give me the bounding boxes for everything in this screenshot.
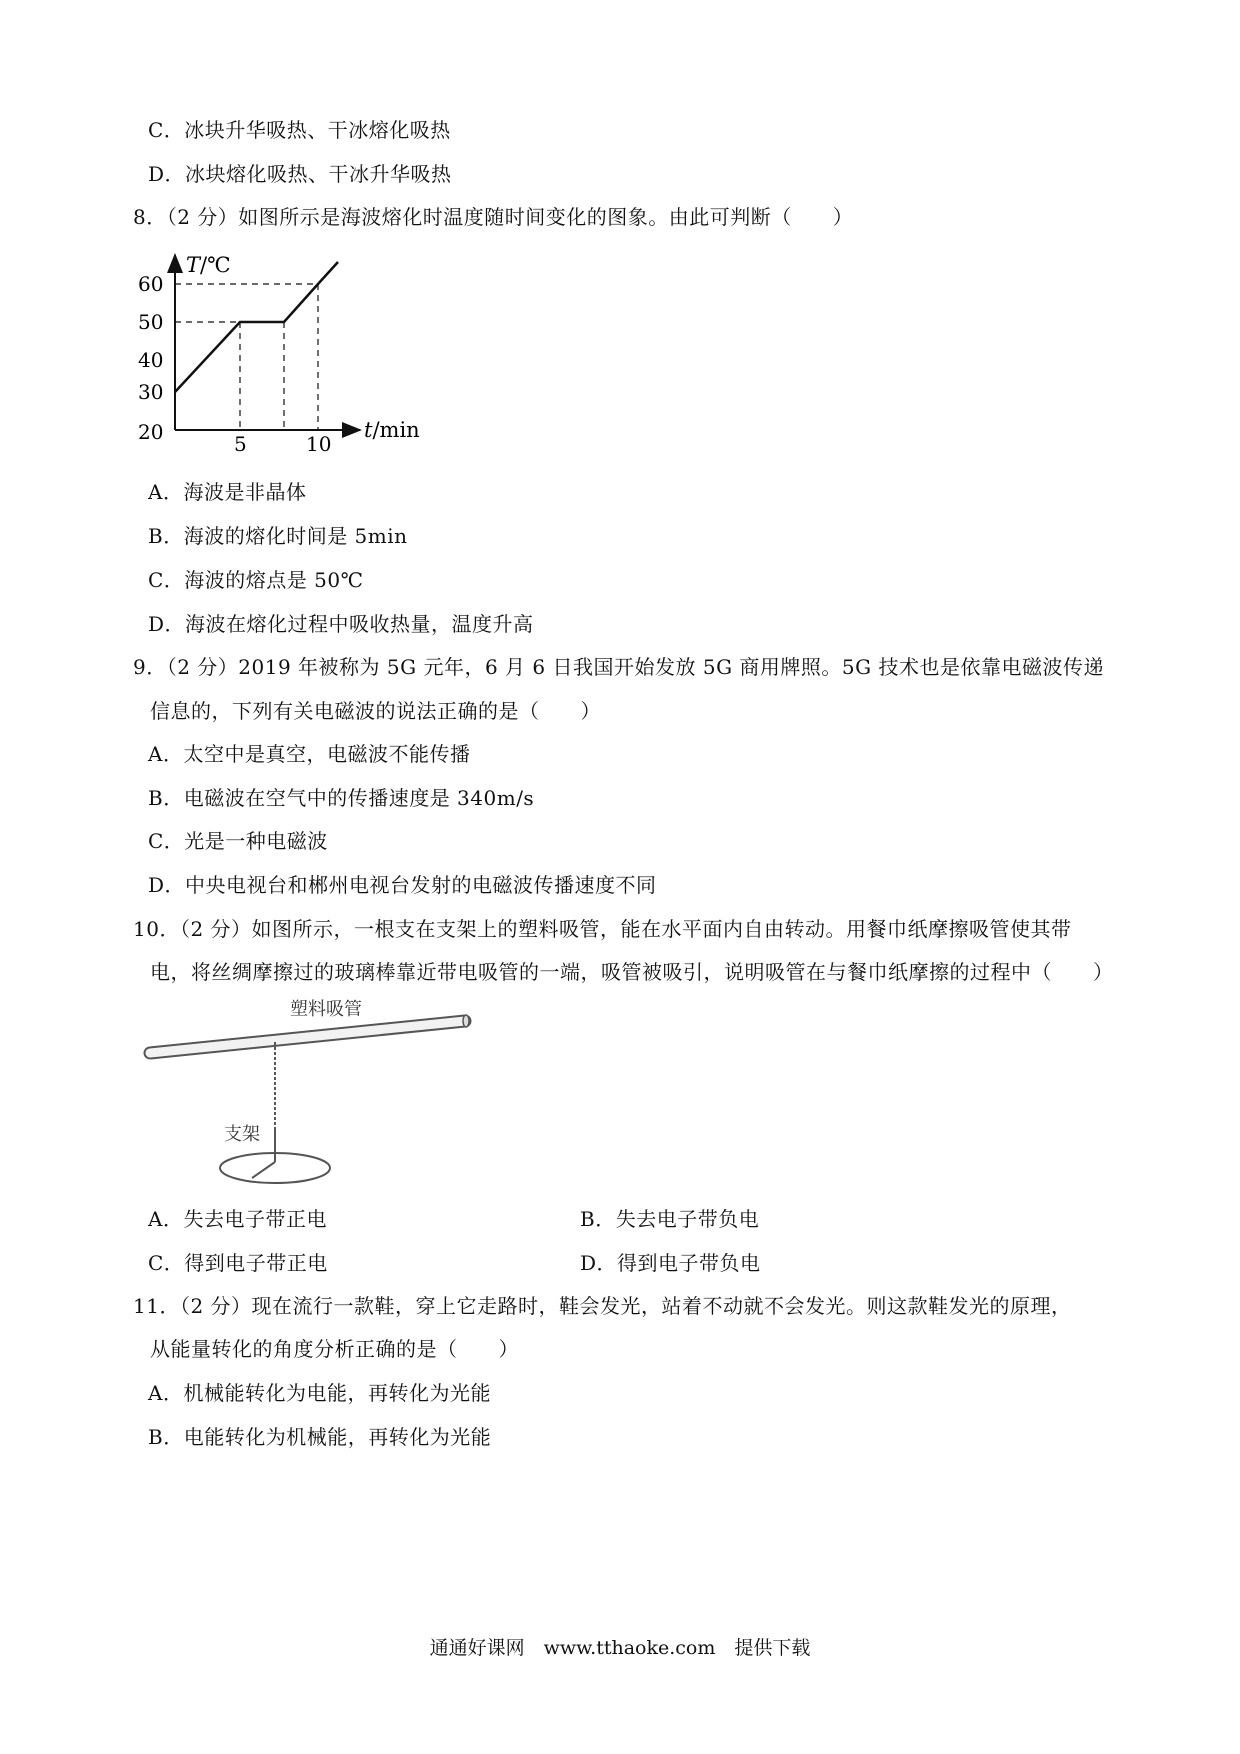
- q10-option-d: D．得到电子带负电: [580, 1251, 761, 1275]
- q10-option-b: B．失去电子带负电: [580, 1207, 760, 1231]
- q10-option-c: C．得到电子带正电: [148, 1251, 328, 1275]
- y-tick-60: 60: [138, 272, 164, 296]
- straw-stand-figure: [140, 990, 480, 1200]
- q10-stem-line2: 电，将丝绸摩擦过的玻璃棒靠近带电吸管的一端，吸管被吸引，说明吸管在与餐巾纸摩擦的过程中（ ）: [150, 960, 1114, 984]
- y-axis-label: T/℃: [186, 253, 231, 277]
- q8-stem: 8．（2 分）如图所示是海波熔化时温度随时间变化的图象。由此可判断（ ）: [133, 205, 854, 229]
- x-axis-label: t/min: [364, 418, 420, 442]
- stand-label: 支架: [224, 1124, 260, 1145]
- q8-option-c: C．海波的熔点是 50℃: [148, 568, 364, 592]
- temperature-curve: [175, 262, 338, 392]
- q11-option-a: A．机械能转化为电能，再转化为光能: [148, 1381, 491, 1405]
- q10-stem-line1: 10．（2 分）如图所示，一根支在支架上的塑料吸管，能在水平面内自由转动。用餐巾纸摩擦吸管使其带: [133, 917, 1072, 941]
- x-tick-5: 5: [234, 432, 247, 456]
- q9-stem-line2: 信息的，下列有关电磁波的说法正确的是（ ）: [150, 699, 601, 723]
- q11-stem-line1: 11．（2 分）现在流行一款鞋，穿上它走路时，鞋会发光，站着不动就不会发光。则这款鞋发光的原理，: [133, 1294, 1072, 1318]
- q9-option-c: C．光是一种电磁波: [148, 829, 328, 853]
- q9-option-a: A．太空中是真空，电磁波不能传播: [148, 742, 471, 766]
- straw-label: 塑料吸管: [290, 999, 362, 1020]
- q9-option-d: D．中央电视台和郴州电视台发射的电磁波传播速度不同: [148, 873, 657, 897]
- q8-option-d: D．海波在熔化过程中吸收热量，温度升高: [148, 612, 534, 636]
- q11-option-b: B．电能转化为机械能，再转化为光能: [148, 1425, 492, 1449]
- q11-stem-line2: 从能量转化的角度分析正确的是（ ）: [150, 1337, 519, 1361]
- melting-graph: [130, 240, 450, 465]
- y-tick-50: 50: [138, 310, 164, 334]
- q8-option-a: A．海波是非晶体: [148, 480, 307, 504]
- plastic-straw: [150, 1015, 469, 1053]
- y-tick-20: 20: [138, 420, 164, 444]
- x-tick-10: 10: [306, 432, 332, 456]
- stand-leg: [252, 1162, 275, 1178]
- y-tick-40: 40: [138, 348, 164, 372]
- q9-stem-line1: 9．（2 分）2019 年被称为 5G 元年，6 月 6 日我国开始发放 5G 商用牌照。5G 技术也是依靠电磁波传递: [133, 655, 1104, 679]
- q7-option-c: C．冰块升华吸热、干冰熔化吸热: [148, 118, 451, 142]
- q7-option-d: D．冰块熔化吸热、干冰升华吸热: [148, 162, 452, 186]
- q8-option-b: B．海波的熔化时间是 5min: [148, 524, 408, 548]
- y-tick-30: 30: [138, 380, 164, 404]
- q9-option-b: B．电磁波在空气中的传播速度是 340m/s: [148, 786, 535, 810]
- q10-option-a: A．失去电子带正电: [148, 1207, 327, 1231]
- footer-source: 通通好课网 www.tthaoke.com 提供下载: [429, 1637, 811, 1659]
